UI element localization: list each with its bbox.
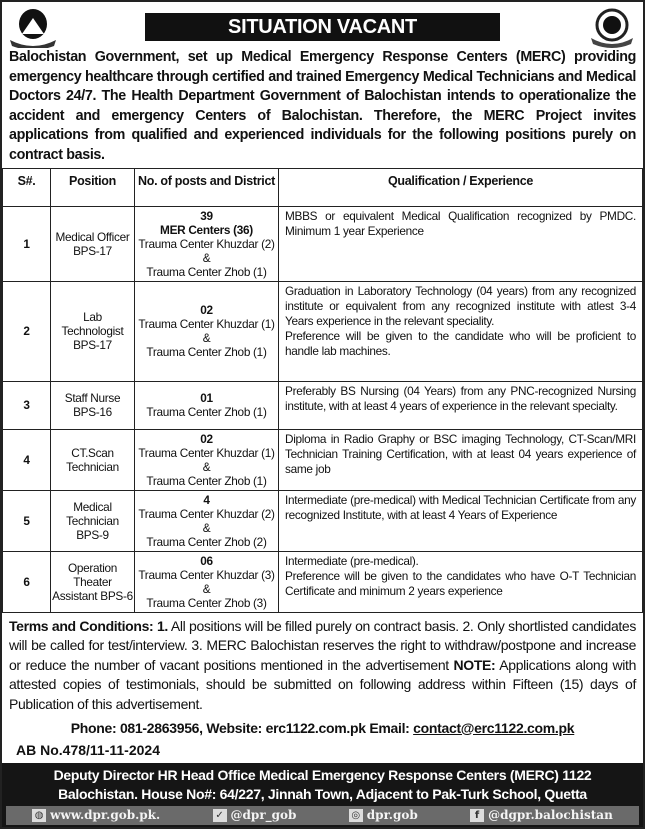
qualification-cell [279,429,643,490]
positions-table [2,168,643,613]
table-row [3,381,643,429]
position-cell: CT.Scan Technician [51,429,135,490]
post-count: 39 [200,208,213,223]
note-text: Applications along with attested copies of testimonials, should be submitted on following address within Fifteen (15) days of Publication of this advertisement. [9,656,637,712]
social-handle: @dpr_gob [230,807,297,822]
social-handle: @dgpr.balochistan [488,807,613,822]
district-line: Trauma Center Zhob (1) [146,473,267,488]
social-link[interactable] [470,807,613,824]
terms-label: Terms and Conditions: 1. [9,617,168,634]
instagram-icon: ◎ [349,809,363,822]
position-cell: Lab Technologist BPS-17 [51,281,135,381]
district-line: Trauma Center Zhob (1) [146,405,267,420]
header [2,2,643,48]
district-line: Trauma Center Zhob (2) [146,534,267,549]
position-cell: Medical Technician BPS-9 [51,490,135,551]
qualification-text: Graduation in Laboratory Technology (04 years) from any recognized institute or equivalent from any recognized institute with atlest 3-4 Years experience in the relevant speciality. [285,283,636,328]
qualification-text: Intermediate (pre-medical) with Medical Technician Certificate from any recognized Institute, with at least 4 Years of Experience [285,492,636,522]
serial-number: 1 [3,206,51,281]
qualification-cell [279,206,643,281]
serial-number: 2 [3,281,51,381]
district-line: Trauma Center Khuzdar (2) & [138,236,275,265]
position-cell: Operation Theater Assistant BPS-6 [51,551,135,612]
page-title: SITUATION VACANT [145,13,500,41]
social-bar [6,806,639,825]
district-line: Trauma Center Zhob (3) [146,595,267,610]
ab-number: AB No.478/11-11-2024 [16,741,160,758]
qualification-cell [279,281,643,381]
post-count: 06 [200,553,213,568]
serial-number: 4 [3,429,51,490]
posts-cell [135,490,279,551]
posts-cell [135,551,279,612]
social-link[interactable] [32,807,160,824]
merc-emblem-icon [587,6,637,48]
social-link[interactable] [213,807,297,824]
note-label: NOTE: [453,656,496,673]
position-cell: Staff Nurse BPS-16 [51,381,135,429]
serial-number: 6 [3,551,51,612]
table-header: S#. [3,168,51,206]
table-row [3,429,643,490]
qualification-cell [279,490,643,551]
social-handle: www.dpr.gob.pk. [50,807,161,822]
table-row [3,551,643,612]
footer-line-1: Deputy Director HR Head Office Medical Emergency Response Centers (MERC) 1122 [53,766,592,783]
qualification-text: Preference will be given to the candidate who will be proficient to handle lab machines. [285,328,636,358]
table-row [3,206,643,281]
table-row [3,281,643,381]
qualification-cell [279,551,643,612]
district-line: Trauma Center Khuzdar (1) & [138,445,275,474]
serial-number: 3 [3,381,51,429]
qualification-text: Preferably BS Nursing (04 Years) from any PNC-recognized Nursing institute, with at least 4 years of experience in the relevant specialty. [285,383,636,413]
qualification-text: Preference will be given to the candidates who have O-T Technician Certificate and minimum 2 years experience [285,568,636,598]
post-count: 01 [200,391,213,406]
posts-cell [135,381,279,429]
terms-text: All positions will be filled purely on contract basis. 2. Only shortlisted candidates will be called for test/interview. 3. MERC Balochistan reserves the right to withdraw/postpone and increase or reduce the number of vacant positions mentioned in the advertisement [9,617,637,673]
district-line: Trauma Center Zhob (1) [146,345,267,360]
table-header: No. of posts and District [135,168,279,206]
qualification-text: Intermediate (pre-medical). [285,553,419,568]
qualification-text: Diploma in Radio Graphy or BSC imaging Technology, CT-Scan/MRI Technician Training Certification, with at least 04 years experience of same job [285,431,636,476]
intro-paragraph: Balochistan Government, set up Medical Emergency Response Centers (MERC) providing emergency healthcare through certified and trained Emergency Medical Technicians and Medical Doctors 24/7. The Health Department Government of Balochistan intends to operationalize the accident and emergency Centers of Balochistan. Therefore, the MERC Project invites applications from qualified and experienced individuals for the following positions purely on contract basis. [9,49,636,163]
table-header-row [3,168,643,206]
contact-line [2,719,643,737]
post-group: MER Centers (36) [160,222,253,237]
globe-icon: ◍ [32,809,46,822]
district-line: Trauma Center Khuzdar (2) & [138,506,275,535]
twitter-icon: ✓ [213,809,227,822]
post-count: 4 [203,492,210,507]
serial-number: 5 [3,490,51,551]
footer-address [2,763,643,827]
terms-and-conditions [9,617,636,715]
position-cell: Medical Officer BPS-17 [51,206,135,281]
qualification-text: MBBS or equivalent Medical Qualification recognized by PMDC. Minimum 1 year Experience [285,208,636,238]
posts-cell [135,206,279,281]
district-line: Trauma Center Zhob (1) [146,264,267,279]
table-header: Position [51,168,135,206]
contact-text: Phone: 081-2863956, Website: erc1122.com.pk Email: [70,719,414,736]
footer-line-2: Balochistan. House No#: 64/227, Jinnah Town, Adjacent to Pak-Turk School, Quetta [58,785,587,802]
table-header: Qualification / Experience [279,168,643,206]
table-row [3,490,643,551]
district-line: Trauma Center Khuzdar (1) & [138,317,275,346]
post-count: 02 [200,431,213,446]
posts-cell [135,429,279,490]
district-line: Trauma Center Khuzdar (3) & [138,567,275,596]
balochistan-emblem-icon [8,6,58,48]
facebook-icon: f [470,809,484,822]
social-link[interactable] [349,807,418,824]
post-count: 02 [200,303,213,318]
qualification-cell [279,381,643,429]
email-link[interactable]: contact@erc1122.com.pk [413,719,575,736]
social-handle: dpr.gob [366,807,418,822]
posts-cell [135,281,279,381]
